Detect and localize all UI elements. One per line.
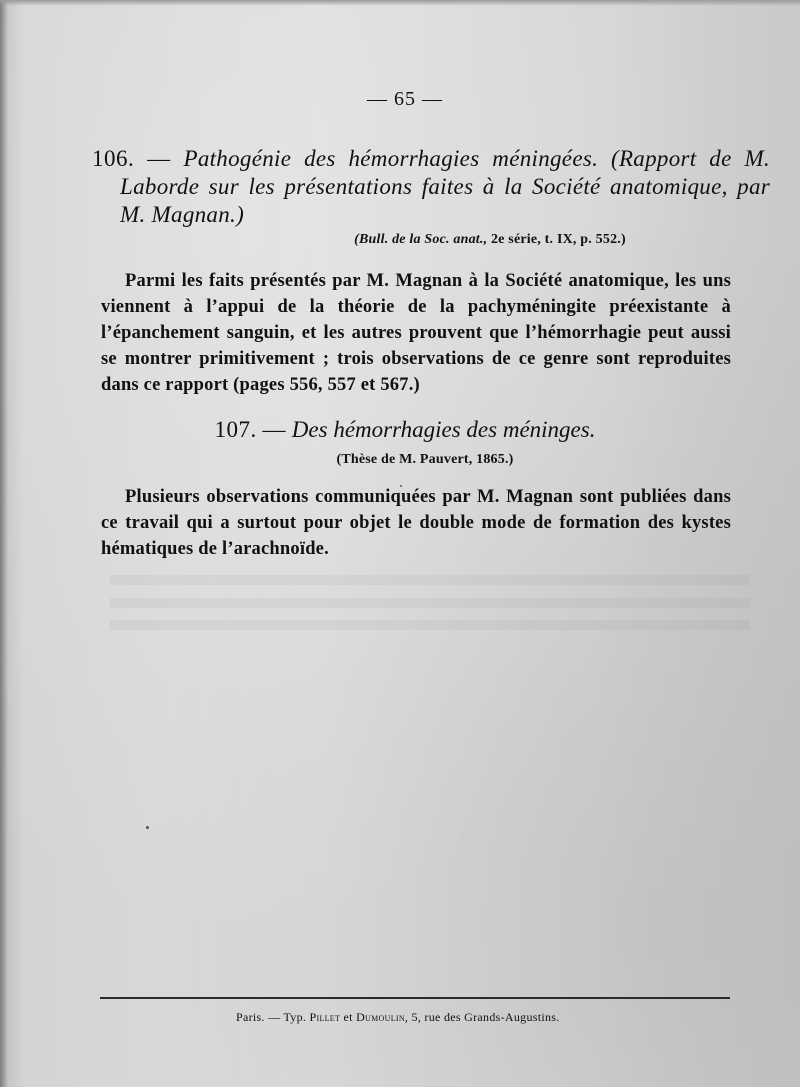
footer-rule <box>100 997 730 999</box>
entry-106-title: Pathogénie des hémorrhagies méningées. (Rapport de M. Laborde sur les présentations faites à la Société anatomique, par M. Magnan.) <box>120 146 770 227</box>
paper-speck <box>146 826 149 829</box>
entry-107-number: 107. <box>214 417 257 442</box>
entry-107-dash: — <box>262 417 287 442</box>
imprint-and: et <box>343 1010 353 1024</box>
bleed-through <box>110 620 750 630</box>
entry-106-source-ref: 2e série, t. IX, p. 552.) <box>490 232 626 247</box>
bleed-through <box>110 575 750 585</box>
entry-107-heading <box>0 416 800 444</box>
printer-imprint <box>236 1010 636 1025</box>
entry-106-paragraph: Parmi les faits présentés par M. Magnan à la Société anatomique, les uns viennent à l’appui de la théorie de la pachyméningite préexistante à l’épanchement sanguin, et les autres prouvent que l’hémorrhagie peut aussi se montrer primitivement ; trois observations de ce genre sont reproduites dans ce rapport (pages 556, 557 et 567.) <box>101 271 731 395</box>
imprint-address: , 5, rue des Grands-Augustins. <box>404 1010 560 1024</box>
entry-106-source-journal: (Bull. de la Soc. anat., <box>354 232 488 247</box>
bleed-through <box>110 598 750 608</box>
entry-107-title: Des hémorrhagies des méninges. <box>291 417 596 442</box>
entry-106-heading <box>92 145 770 229</box>
entry-107-source: (Thèse de M. Pauvert, 1865.) <box>336 452 514 467</box>
entry-106-dash: — <box>147 146 171 171</box>
imprint-printer-2: Dumoulin <box>356 1010 405 1024</box>
page-number: — 65 — <box>367 88 443 110</box>
imprint-printer-1: Pillet <box>309 1010 341 1024</box>
entry-106-source <box>140 232 800 248</box>
imprint-city: Paris. — Typ. <box>236 1010 307 1024</box>
entry-107-paragraph: Plusieurs observations communiquées par M. Magnan sont publiées dans ce travail qui a surtout pour objet le double mode de formation des kystes hématiques de l’arachnoïde. <box>101 487 731 559</box>
entry-106-number: 106. <box>92 146 135 171</box>
